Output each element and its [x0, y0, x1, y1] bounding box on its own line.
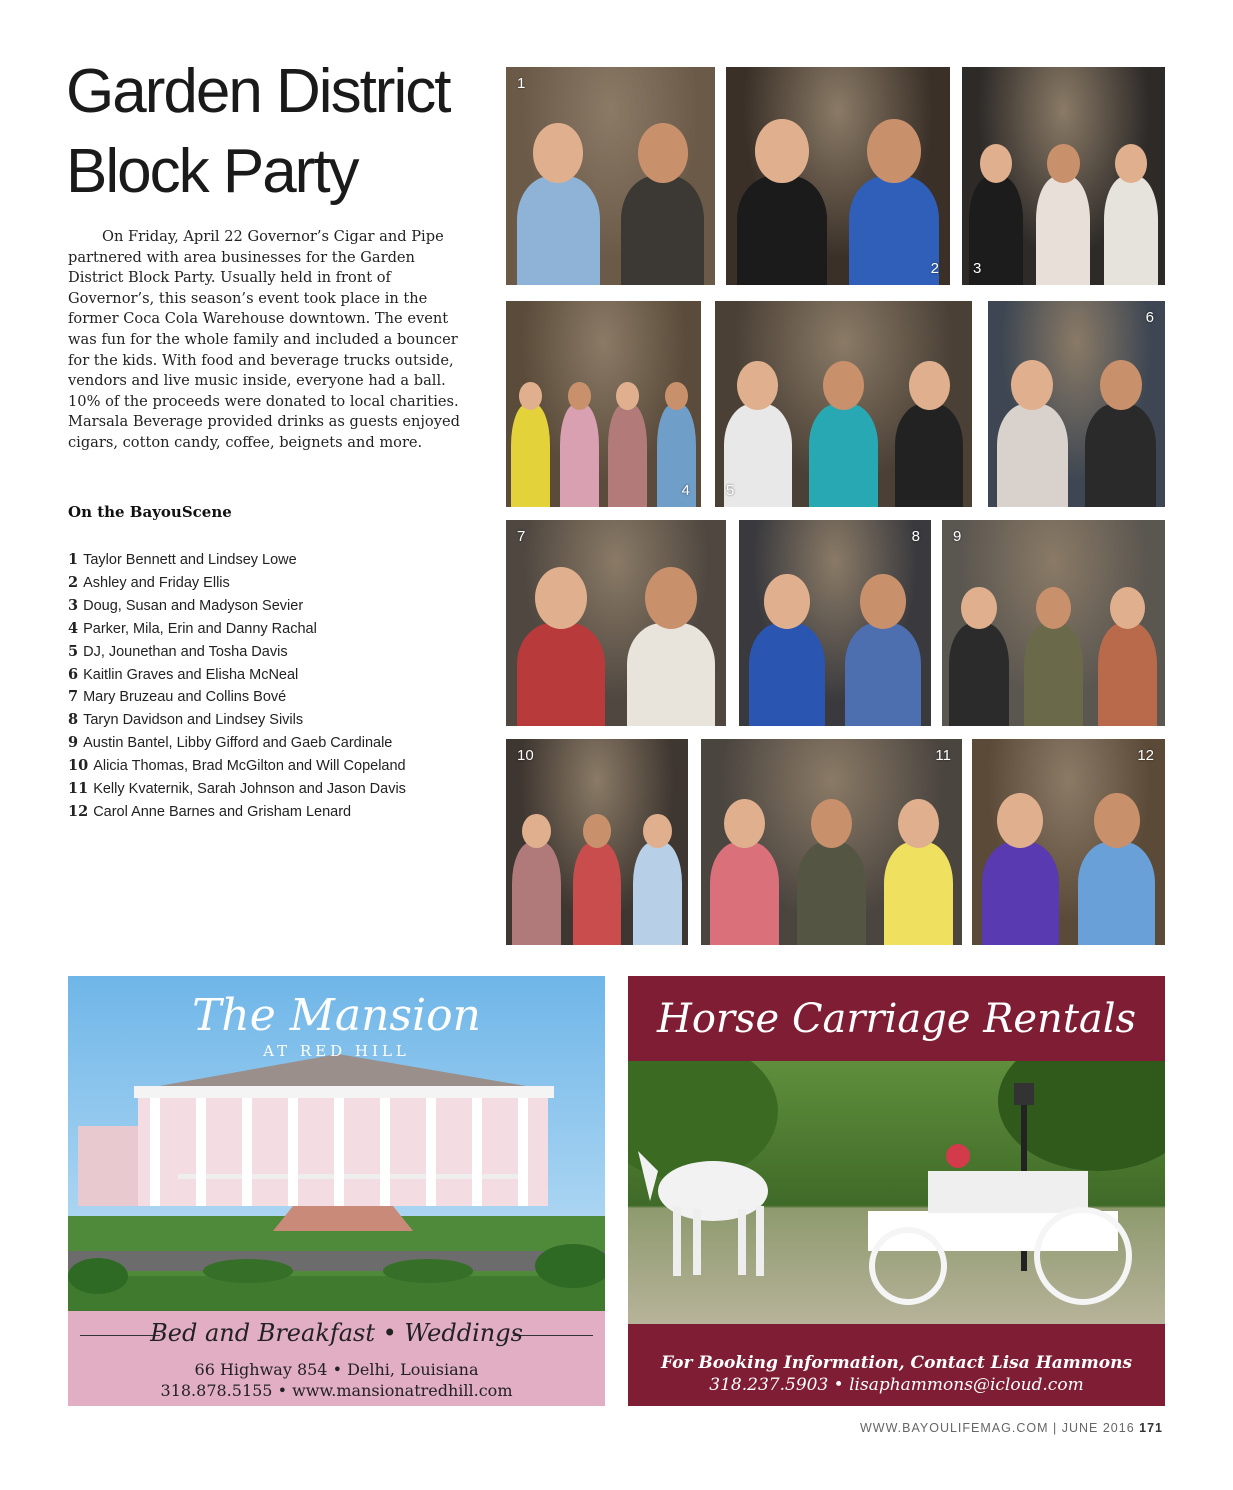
person-body	[621, 176, 704, 285]
caption-text: Mary Bruzeau and Collins Bové	[83, 689, 287, 706]
caption-item	[68, 549, 406, 572]
ad-mansion[interactable]	[68, 976, 605, 1406]
caption-number: 9	[68, 734, 79, 752]
person-body	[1104, 176, 1158, 285]
photo-number: 3	[973, 260, 982, 277]
caption-number: 8	[68, 711, 79, 729]
caption-number: 10	[68, 757, 89, 775]
caption-number: 2	[68, 573, 79, 591]
footer-issue: JUNE 2016	[1061, 1421, 1135, 1435]
event-photo[interactable]	[506, 301, 701, 507]
event-photo[interactable]	[506, 739, 688, 945]
person-head	[1011, 360, 1053, 410]
event-photo[interactable]	[988, 301, 1165, 507]
person-head	[909, 361, 950, 410]
person-body	[517, 176, 600, 285]
person-body	[573, 842, 621, 945]
person-head	[533, 123, 583, 183]
photo-person	[1031, 106, 1095, 285]
event-photo[interactable]	[739, 520, 931, 726]
caption-item	[68, 686, 406, 709]
person-body	[895, 404, 963, 507]
caption-text: Doug, Susan and Madyson Sevier	[83, 597, 304, 614]
event-photo[interactable]	[701, 739, 962, 945]
caption-number: 7	[68, 688, 79, 706]
person-head	[961, 587, 996, 629]
photo-person	[803, 338, 884, 507]
photo-person	[509, 557, 614, 726]
photo-person	[741, 557, 832, 726]
person-body	[1098, 623, 1157, 726]
page-number: 171	[1139, 1421, 1163, 1435]
caption-item	[68, 618, 406, 641]
carriage-photo	[628, 1061, 1165, 1324]
caption-text: Kelly Kvaternik, Sarah Johnson and Jason Davis	[93, 781, 406, 798]
title-line-2: Block Party	[66, 137, 358, 206]
person-head	[645, 567, 697, 630]
caption-number: 4	[68, 619, 79, 637]
intro-paragraph: On Friday, April 22 Governor’s Cigar and Pipe partnered with area businesses for the Garden District Block Party. Usually held in front of Governor’s, this season’s event took place in the former Coca Cola Warehouse downtown. The event was fun for the whole family and included a bouncer for the kids. With food and beverage trucks outside, vendors and live music inside, everyone had a ball. 10% of the proceeds were donated to local charities. Marsala Beverage provided drinks as guests enjoyed cigars, cotton candy, coffee, beignets and more.	[68, 228, 460, 451]
person-body	[627, 623, 715, 726]
photo-person	[944, 557, 1015, 726]
photo-person	[619, 557, 724, 726]
event-photo[interactable]	[506, 520, 726, 726]
person-body	[982, 842, 1059, 945]
photo-person	[556, 338, 602, 507]
photo-person	[729, 106, 835, 285]
event-photo[interactable]	[962, 67, 1165, 285]
scene-heading: On the BayouScene	[68, 503, 232, 521]
person-head	[980, 144, 1012, 183]
photo-person	[703, 776, 786, 945]
caption-text: Austin Bantel, Libby Gifford and Gaeb Cardinale	[83, 735, 393, 752]
photo-number: 7	[517, 528, 526, 545]
person-head	[867, 119, 920, 183]
person-body	[1085, 404, 1156, 507]
caption-item	[68, 778, 406, 801]
person-head	[1115, 144, 1147, 183]
title-line-1: Garden District	[66, 57, 450, 126]
carriage-contact[interactable]: 318.237.5903 • lisaphammons@icloud.com	[709, 1375, 1084, 1395]
person-body	[849, 176, 938, 285]
person-head	[568, 382, 591, 410]
photo-number: 10	[517, 747, 534, 764]
person-head	[522, 814, 551, 849]
person-body	[845, 623, 922, 726]
carriage-illustration	[628, 1061, 1165, 1324]
photo-person	[888, 338, 969, 507]
event-photo[interactable]	[972, 739, 1165, 945]
caption-number: 11	[68, 780, 89, 798]
caption-number: 12	[68, 802, 89, 820]
person-body	[657, 404, 696, 507]
person-head	[811, 799, 852, 849]
photo-person	[974, 776, 1066, 945]
photo-person	[605, 338, 651, 507]
photo-person	[877, 776, 960, 945]
page-footer	[860, 1421, 1163, 1435]
photo-number: 4	[681, 482, 690, 499]
title	[66, 52, 449, 212]
caption-number: 3	[68, 596, 79, 614]
carriage-booking: For Booking Information, Contact Lisa Hammons	[660, 1353, 1133, 1373]
photo-number: 5	[726, 482, 735, 499]
photo-person	[509, 106, 608, 285]
caption-text: Taryn Davidson and Lindsey Sivils	[83, 712, 304, 729]
photo-number: 12	[1137, 747, 1154, 764]
ad-carriage[interactable]	[628, 976, 1165, 1406]
caption-text: DJ, Jounethan and Tosha Davis	[83, 643, 288, 660]
photo-person	[507, 338, 553, 507]
photo-number: 8	[911, 528, 920, 545]
person-body	[949, 623, 1008, 726]
photo-number: 11	[935, 747, 951, 764]
person-body	[997, 404, 1068, 507]
event-photo[interactable]	[942, 520, 1165, 726]
photo-number: 2	[930, 260, 939, 277]
person-head	[764, 574, 810, 629]
photo-person	[568, 776, 626, 945]
person-head	[1047, 144, 1079, 183]
person-body	[749, 623, 826, 726]
caption-item	[68, 572, 406, 595]
person-head	[997, 793, 1043, 848]
photo-person	[1018, 557, 1089, 726]
person-head	[860, 574, 906, 629]
person-body	[797, 842, 866, 945]
photo-person	[790, 776, 873, 945]
person-body	[512, 842, 560, 945]
event-photo[interactable]	[726, 67, 950, 285]
person-head	[1094, 793, 1140, 848]
photo-person	[1079, 338, 1163, 507]
person-body	[884, 842, 953, 945]
person-body	[737, 176, 826, 285]
caption-text: Carol Anne Barnes and Grisham Lenard	[93, 803, 352, 820]
person-head	[535, 567, 587, 630]
photo-person	[1093, 557, 1164, 726]
caption-number: 1	[68, 551, 79, 568]
caption-item	[68, 732, 406, 755]
caption-item	[68, 755, 406, 778]
person-body	[1078, 842, 1155, 945]
mansion-logo: The Mansion	[192, 990, 481, 1041]
photo-person	[990, 338, 1074, 507]
caption-text: Taylor Bennett and Lindsey Lowe	[83, 552, 297, 568]
carriage-headline: Horse Carriage Rentals	[656, 996, 1137, 1042]
mansion-logo-sub: AT RED HILL	[263, 1042, 410, 1060]
person-head	[1036, 587, 1071, 629]
photo-person	[841, 106, 947, 285]
caption-number: 6	[68, 665, 79, 683]
photo-number: 9	[953, 528, 962, 545]
person-head	[823, 361, 864, 410]
caption-text: Ashley and Friday Ellis	[83, 574, 230, 591]
mansion-address: 66 Highway 854 • Delhi, Louisiana	[194, 1360, 479, 1379]
person-body	[560, 404, 599, 507]
photo-person	[508, 776, 566, 945]
photo-person	[1071, 776, 1163, 945]
photo-person	[629, 776, 687, 945]
caption-item	[68, 641, 406, 664]
photo-person	[1099, 106, 1163, 285]
caption-list	[68, 549, 406, 824]
photo-person	[964, 106, 1028, 285]
person-body	[1024, 623, 1083, 726]
footer-url[interactable]: WWW.BAYOULIFEMAG.COM	[859, 1421, 1049, 1435]
person-body	[517, 623, 605, 726]
person-body	[633, 842, 681, 945]
person-head	[1110, 587, 1145, 629]
person-head	[755, 119, 808, 183]
photo-person	[653, 338, 699, 507]
photo-number: 1	[517, 75, 526, 92]
person-body	[1036, 176, 1090, 285]
caption-item	[68, 801, 406, 824]
person-head	[638, 123, 688, 183]
caption-text: Parker, Mila, Erin and Danny Rachal	[83, 620, 317, 637]
person-body	[608, 404, 647, 507]
caption-number: 5	[68, 642, 79, 660]
caption-text: Alicia Thomas, Brad McGilton and Will Copeland	[93, 758, 406, 775]
person-body	[809, 404, 877, 507]
person-head	[1100, 360, 1142, 410]
person-head	[643, 814, 672, 849]
person-head	[519, 382, 542, 410]
person-head	[898, 799, 939, 849]
person-body	[511, 404, 550, 507]
caption-item	[68, 595, 406, 618]
photo-person	[613, 106, 712, 285]
caption-item	[68, 709, 406, 732]
caption-item	[68, 664, 406, 687]
caption-text: Kaitlin Graves and Elisha McNeal	[83, 666, 299, 683]
photo-number: 6	[1145, 309, 1154, 326]
photo-person	[837, 557, 928, 726]
person-body	[710, 842, 779, 945]
mansion-tagline: Bed and Breakfast • Weddings	[150, 1319, 523, 1347]
person-head	[724, 799, 765, 849]
mansion-contact[interactable]: 318.878.5155 • www.mansionatredhill.com	[160, 1381, 513, 1400]
person-head	[737, 361, 778, 410]
event-photo[interactable]	[715, 301, 972, 507]
event-photo[interactable]	[506, 67, 715, 285]
footer-separator: |	[1052, 1421, 1058, 1435]
